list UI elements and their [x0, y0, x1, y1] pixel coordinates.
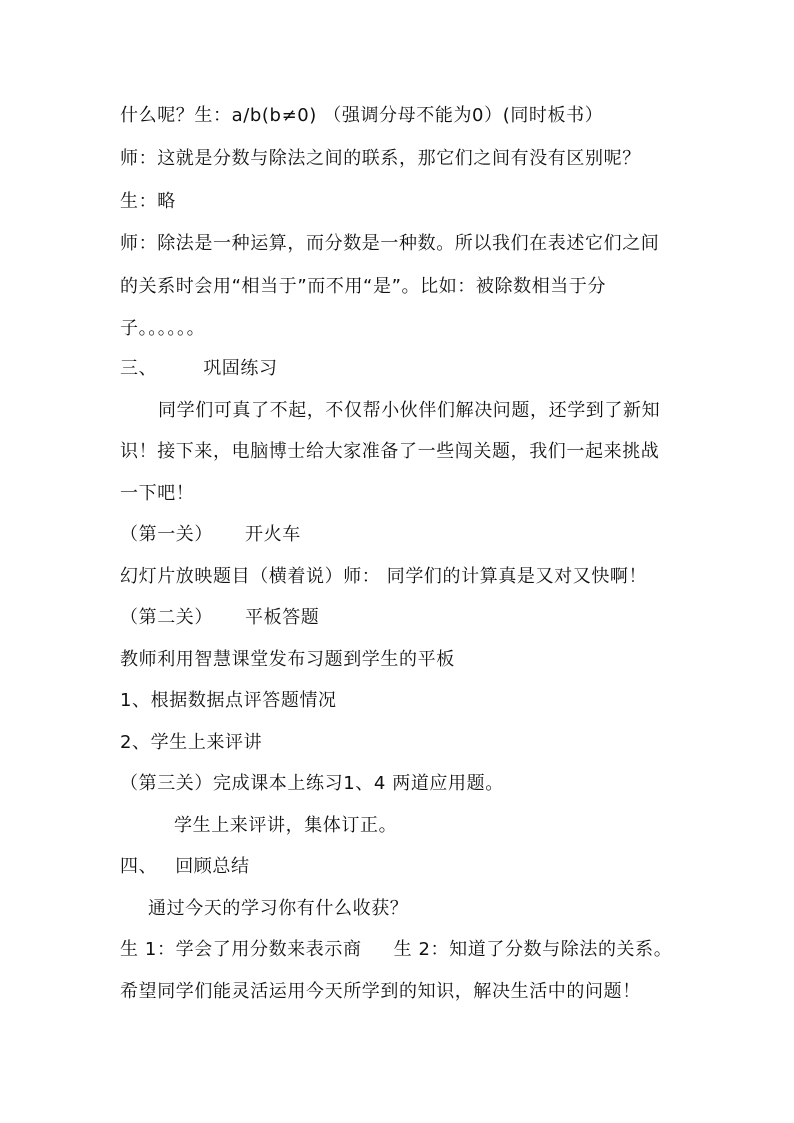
list-item: 2、学生上来评讲 — [120, 732, 263, 753]
paragraph-line: 教师利用智慧课堂发布习题到学生的平板 — [120, 649, 455, 670]
paragraph-line: 学生上来评讲，集体订正。 — [174, 815, 398, 836]
paragraph-line: （第三关）完成课本上练习1、4 两道应用题。 — [120, 773, 504, 794]
level-title: 平板答题 — [245, 607, 320, 628]
section-number: 三、 — [120, 358, 158, 379]
paragraph-line: 通过今天的学习你有什么收获？ — [148, 898, 409, 919]
paragraph-line: 一下吧！ — [120, 483, 195, 504]
paragraph-line: 生：略 — [120, 191, 176, 212]
level-tag: （第一关） — [120, 524, 213, 545]
paragraph-line: 什么呢？生：a/b(b≠0) （强调分母不能为0）(同时板书） — [120, 105, 604, 126]
level-title: 开火车 — [245, 524, 301, 545]
student-answers-line — [120, 938, 672, 962]
paragraph-line: 幻灯片放映题目（横着说）师： 同学们的计算真是又对又快啊！ — [120, 566, 648, 587]
level-one-line — [120, 523, 301, 547]
paragraph-line: 子。。。。。。 — [120, 318, 206, 339]
level-two-line — [120, 606, 319, 630]
paragraph-line: 师：除法是一种运算，而分数是一种数。所以我们在表述它们之间 — [120, 233, 660, 254]
paragraph-line: 希望同学们能灵活运用今天所学到的知识，解决生活中的问题！ — [120, 981, 641, 1002]
list-item: 1、根据数据点评答题情况 — [120, 690, 337, 711]
section-title: 回顾总结 — [175, 856, 250, 877]
section-heading-consolidation — [120, 357, 278, 381]
section-heading-review — [120, 855, 250, 879]
paragraph-line: 的关系时会用“相当于”而不用“是”。比如：被除数相当于分 — [120, 276, 607, 297]
student-answer: 生 2：知道了分数与除法的关系。 — [393, 939, 673, 960]
level-tag: （第二关） — [120, 607, 213, 628]
section-number: 四、 — [120, 856, 158, 877]
paragraph-line: 同学们可真了不起，不仅帮小伙伴们解决问题，还学到了新知 — [158, 400, 661, 421]
paragraph-line: 师：这就是分数与除法之间的联系，那它们之间有没有区别呢？ — [120, 148, 641, 169]
paragraph-line: 识！接下来，电脑博士给大家准备了一些闯关题，我们一起来挑战 — [120, 441, 660, 462]
student-answer: 生 1：学会了用分数来表示商 — [120, 939, 362, 960]
section-title: 巩固练习 — [203, 358, 278, 379]
